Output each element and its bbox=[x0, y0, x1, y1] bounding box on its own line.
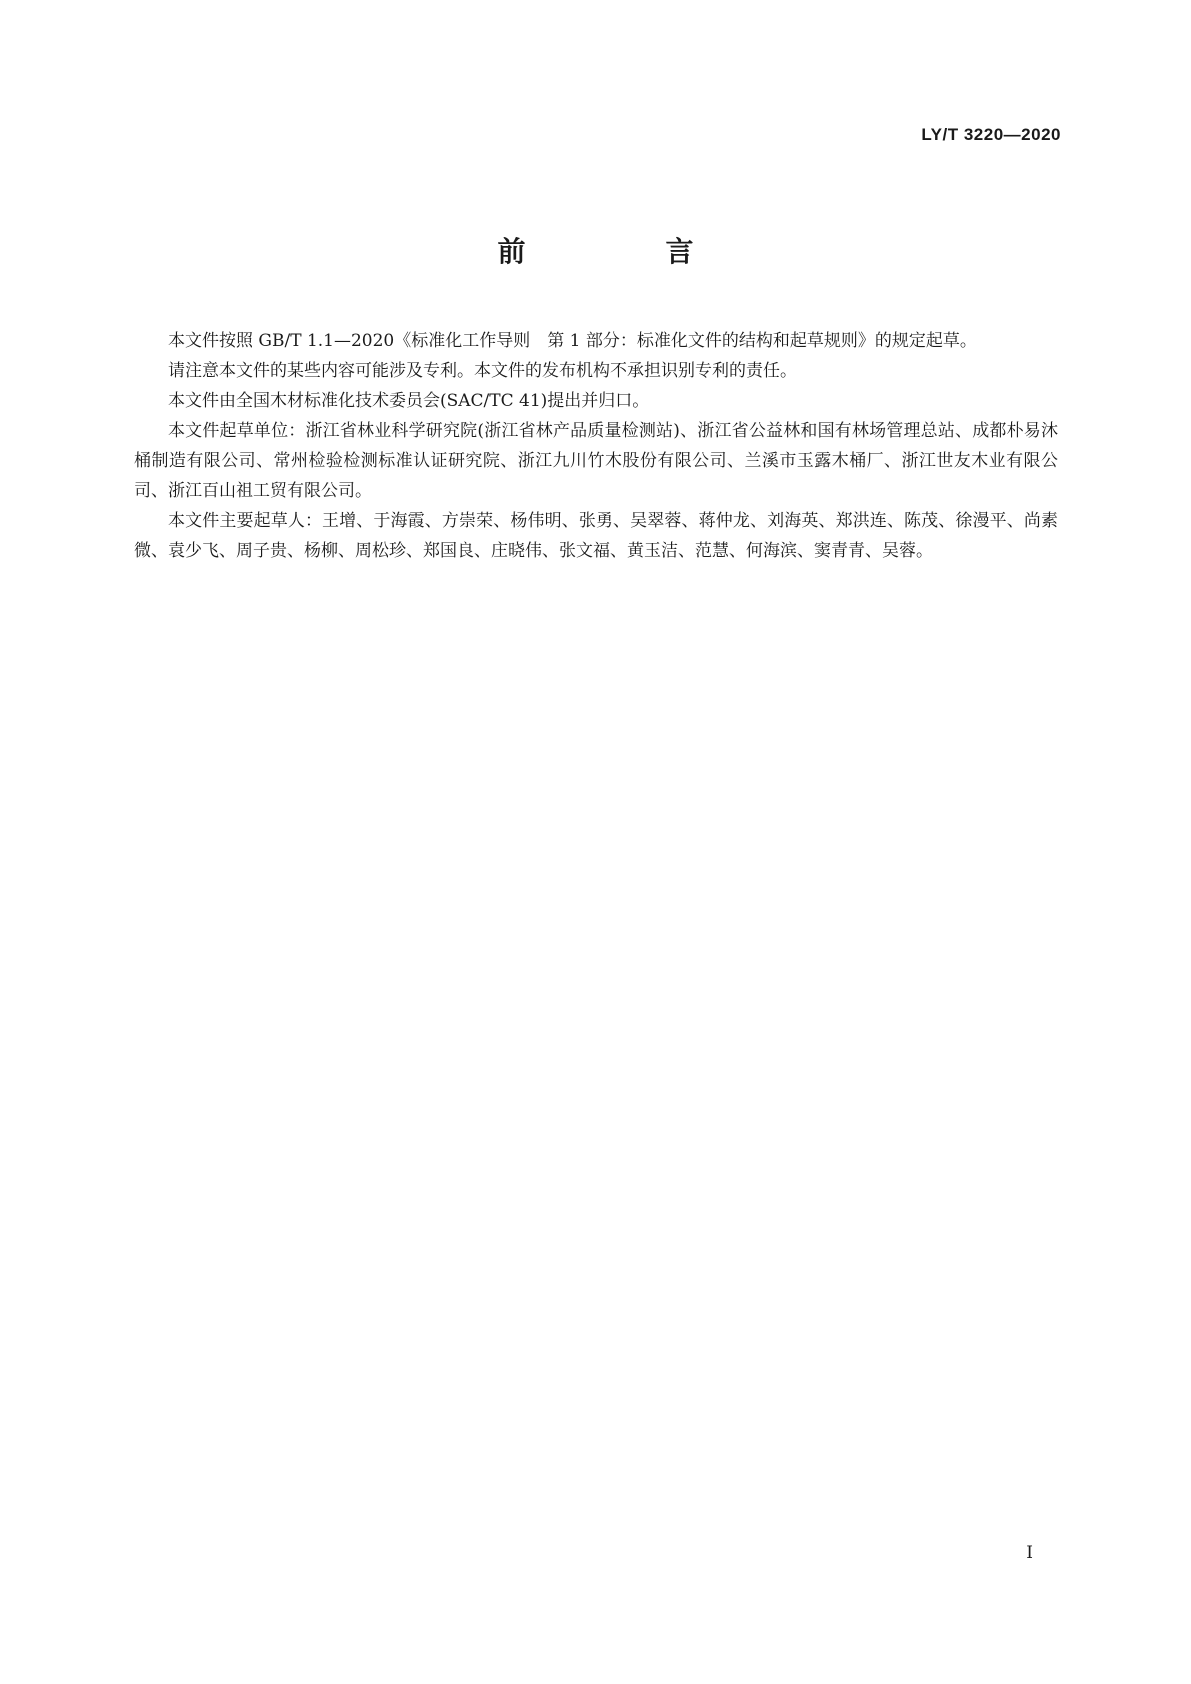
paragraph-patent-notice: 请注意本文件的某些内容可能涉及专利。本文件的发布机构不承担识别专利的责任。 bbox=[168, 361, 797, 381]
page-title: 前 言 bbox=[497, 235, 750, 268]
document-code: LY/T 3220—2020 bbox=[921, 125, 1061, 144]
page-number: I bbox=[1026, 1543, 1033, 1563]
paragraph-drafters: 本文件主要起草人：王增、于海霞、方崇荣、杨伟明、张勇、吴翠蓉、蒋仲龙、刘海英、郑洪连、陈茂、徐漫平、尚素微、袁少飞、周子贵、杨柳、周松珍、郑国良、庄晓伟、张文福、黄玉洁、范慧、何海滨、窦青青、吴蓉。 bbox=[134, 511, 1058, 561]
foreword-body bbox=[134, 326, 1058, 566]
paragraph-proposer: 本文件由全国木材标准化技术委员会(SAC/TC 41)提出并归口。 bbox=[168, 391, 650, 411]
paragraph-drafting-rules: 本文件按照 GB/T 1.1—2020《标准化工作导则 第 1 部分：标准化文件的结构和起草规则》的规定起草。 bbox=[168, 331, 977, 351]
paragraph-drafting-units: 本文件起草单位：浙江省林业科学研究院(浙江省林产品质量检测站)、浙江省公益林和国有林场管理总站、成都朴易沐桶制造有限公司、常州检验检测标准认证研究院、浙江九川竹木股份有限公司、兰溪市玉露木桶厂、浙江世友木业有限公司、浙江百山祖工贸有限公司。 bbox=[134, 421, 1058, 501]
